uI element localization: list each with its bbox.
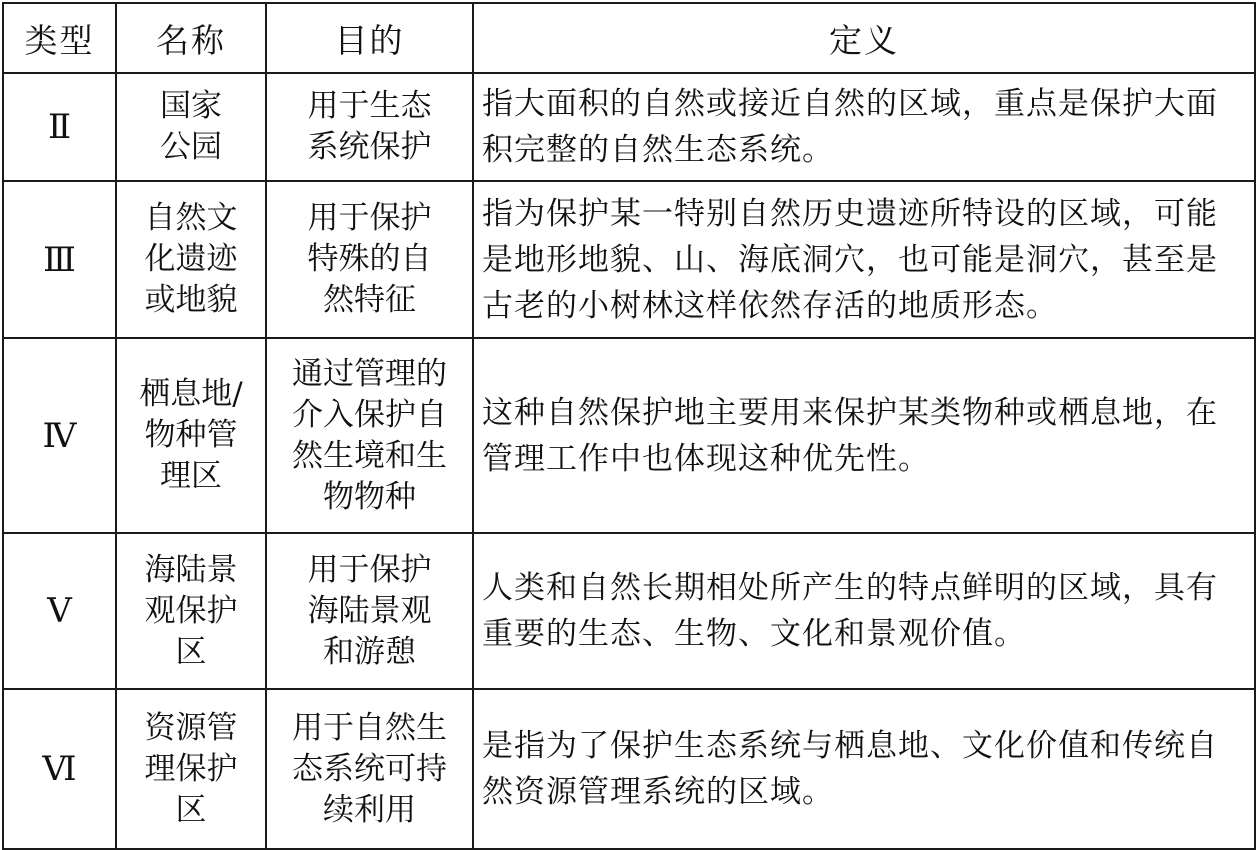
table-row bbox=[3, 338, 1255, 533]
cell-purpose bbox=[266, 73, 473, 181]
table-row bbox=[3, 533, 1255, 689]
cell-type: Ⅱ bbox=[3, 73, 116, 181]
cell-purpose bbox=[266, 338, 473, 533]
cell-type: Ⅵ bbox=[3, 689, 116, 849]
cell-purpose bbox=[266, 689, 473, 849]
cell-type: Ⅳ bbox=[3, 338, 116, 533]
column-header-definition: 定义 bbox=[473, 3, 1255, 73]
column-header-purpose: 目的 bbox=[266, 3, 473, 73]
cell-purpose bbox=[266, 181, 473, 338]
cell-name bbox=[116, 181, 266, 338]
cell-definition bbox=[473, 338, 1255, 533]
cell-type: Ⅴ bbox=[3, 533, 116, 689]
cell-type: Ⅲ bbox=[3, 181, 116, 338]
table-row bbox=[3, 181, 1255, 338]
cell-name bbox=[116, 533, 266, 689]
cell-name-text: 海陆景观保护区 bbox=[144, 551, 238, 670]
cell-definition-text: 指大面积的自然或接近自然的区域，重点是保护大面积完整的自然生态系统。 bbox=[482, 86, 1218, 168]
cell-definition bbox=[473, 689, 1255, 849]
cell-name-text: 栖息地/物种管理区 bbox=[139, 376, 243, 494]
cell-purpose-text: 通过管理的介入保护自然生境和生物物种 bbox=[292, 355, 447, 515]
cell-name bbox=[116, 338, 266, 533]
cell-purpose-text: 用于自然生态系统可持续利用 bbox=[292, 709, 447, 828]
cell-purpose-text: 用于生态系统保护 bbox=[307, 88, 432, 165]
cell-name-text: 自然文化遗迹或地貌 bbox=[144, 200, 238, 318]
cell-purpose bbox=[266, 533, 473, 689]
table-row bbox=[3, 73, 1255, 181]
cell-name bbox=[116, 73, 266, 181]
protected-area-table-container bbox=[2, 2, 1254, 848]
cell-definition-text: 指为保护某一特别自然历史遗迹所特设的区域，可能是地形地貌、山、海底洞穴，也可能是洞穴，甚至是古老的小树林这样依然存活的地质形态。 bbox=[482, 195, 1218, 324]
cell-definition bbox=[473, 533, 1255, 689]
cell-name-text: 国家公园 bbox=[160, 88, 222, 165]
table-header-row bbox=[3, 3, 1255, 73]
cell-purpose-text: 用于保护海陆景观和游憩 bbox=[307, 551, 432, 670]
cell-purpose-text: 用于保护特殊的自然特征 bbox=[307, 200, 432, 318]
cell-definition bbox=[473, 181, 1255, 338]
cell-definition-text: 这种自然保护地主要用来保护某类物种或栖息地，在管理工作中也体现这种优先性。 bbox=[482, 394, 1218, 477]
cell-definition-text: 人类和自然长期相处所产生的特点鲜明的区域，具有重要的生态、生物、文化和景观价值。 bbox=[482, 570, 1218, 652]
cell-name-text: 资源管理保护区 bbox=[144, 709, 238, 828]
cell-definition bbox=[473, 73, 1255, 181]
column-header-type: 类型 bbox=[3, 3, 116, 73]
protected-area-category-table bbox=[2, 2, 1256, 850]
cell-definition-text: 是指为了保护生态系统与栖息地、文化价值和传统自然资源管理系统的区域。 bbox=[482, 728, 1218, 810]
column-header-name: 名称 bbox=[116, 3, 266, 73]
table-row bbox=[3, 689, 1255, 849]
cell-name bbox=[116, 689, 266, 849]
